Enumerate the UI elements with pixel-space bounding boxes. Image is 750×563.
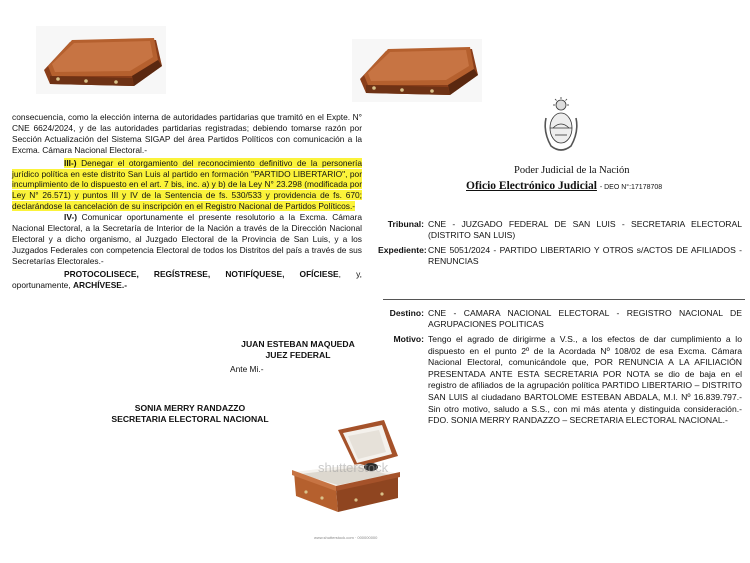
- paragraph-consecuencia: consecuencia, como la elección interna de autoridades partidarias que tramitó en el Expte. N° CNE 6624/2024, y de las autoridades partidarias registradas; debiendo tomarse razón por Sección Actualización del Sistema SIGAP del área Partidos Políticos con comunicación a la Excma. Cámara Nacional Electoral.-: [12, 112, 362, 155]
- closed-coffin-image-right: [352, 39, 482, 102]
- tribunal-label: Tribunal:: [387, 219, 424, 229]
- judge-title: JUEZ FEDERAL: [265, 350, 331, 360]
- paragraph-closing: [12, 269, 362, 291]
- destino-value: CNE - CAMARA NACIONAL ELECTORAL - REGISTRO NACIONAL DE AGRUPACIONES POLITICAS: [428, 308, 742, 330]
- secretary-signature: [95, 403, 285, 425]
- paragraph-iii-number: III-): [64, 157, 77, 168]
- expediente-value: CNE 5051/2024 - PARTIDO LIBERTARIO Y OTROS s/ACTOS DE AFILIADOS - RENUNCIAS: [428, 245, 742, 267]
- closing-archivese: ARCHÍVESE.-: [73, 279, 127, 290]
- secretary-name: SONIA MERRY RANDAZZO: [134, 403, 246, 413]
- watermark-text: shutterstock: [318, 460, 389, 475]
- paragraph-iv: [12, 212, 362, 267]
- tribunal-field: [386, 219, 742, 242]
- section-divider: [383, 299, 745, 300]
- secretary-title: SECRETARIA ELECTORAL NACIONAL: [111, 414, 269, 424]
- motivo-label: Motivo:: [393, 334, 424, 344]
- tribunal-value: CNE - JUZGADO FEDERAL DE SAN LUIS - SECRETARIA ELECTORAL (DISTRITO SAN LUIS): [428, 219, 742, 241]
- motivo-value: Tengo el agrado de dirigirme a V.S., a los efectos de dar cumplimiento a lo dispuesto en el punto 2º de la Acordada Nº 108/02 de esa Excma. Cámara Nacional Electoral, comunicándole que, POR RENUNCIA A LA AFILIACIÓN PRESENTADA ANTE ESTA SECRETARIA POR NOTA se dio de baja en el registro de afiliados de la agrupación política PARTIDO LIBERTARIO – DISTRITO SAN LUIS al ciudadano BARTOLOME ESTEBAN ABDALA, M.I. Nº 16.839.797.- Sin otro motivo, saludo a S.S., con mi más atenta y distinguida consideración.- FDO. SONIA MERRY RANDAZZO – SECRETARIA ELECTORAL NACIONAL.-: [428, 334, 742, 426]
- deo-number: - DEO N°:17178708: [599, 184, 663, 191]
- watermark-caption: www.shutterstock.com · 000000000: [314, 535, 378, 540]
- resolution-text: [12, 112, 362, 291]
- expediente-field: [378, 245, 742, 268]
- paragraph-iv-text: Comunicar oportunamente el presente resolutorio a la Excma. Cámara Nacional Electoral, a la Secretaría de Interior de la Nación a través de la Dirección Nacional Electoral y a dicho organismo, al Juzgado Electoral de la Provincia de San Luis, y a los Juzgados Federales con competencia Electoral de todos los Distritos del país a través de sus Secretarías Electorales.-: [12, 212, 362, 266]
- judge-signature: [228, 339, 368, 361]
- document-type-line: [466, 180, 662, 192]
- closed-coffin-image-left: [36, 26, 166, 94]
- motivo-field: [386, 334, 742, 427]
- paragraph-iv-number: IV-): [64, 212, 78, 223]
- argentina-coat-of-arms-icon: [541, 96, 581, 154]
- judge-name: JUAN ESTEBAN MAQUEDA: [241, 339, 355, 349]
- closing-connector: , y, oportunamente,: [12, 268, 363, 290]
- expediente-label: Expediente:: [378, 245, 427, 255]
- destino-label: Destino:: [389, 308, 424, 318]
- paragraph-iii: [12, 158, 362, 213]
- destino-field: [386, 308, 742, 331]
- document-type: Oficio Electrónico Judicial: [466, 180, 597, 192]
- paragraph-iii-text: Denegar el otorgamiento del reconocimiento definitivo de la personería jurídico política en este distrito San Luis al partido en formación "PARTIDO LIBERTARIO", por incumplimiento de lo dispuesto en el art. 7 bis, inc. a) y b) de la Ley N° 23.298 (modificada por Ley N° 26.571) y puntos III y IV de la Sentencia de fs. 530/533 y providencia de fs. 670; declarándose la cancelación de su inscripción en el Registro Nacional de Partidos Políticos.-: [12, 157, 362, 212]
- closing-commands: PROTOCOLISECE, REGÍSTRESE, NOTIFÍQUESE, OFÍCIESE: [64, 268, 339, 279]
- institution-name: Poder Judicial de la Nación: [514, 165, 630, 176]
- ante-mi: Ante Mi.-: [230, 364, 264, 374]
